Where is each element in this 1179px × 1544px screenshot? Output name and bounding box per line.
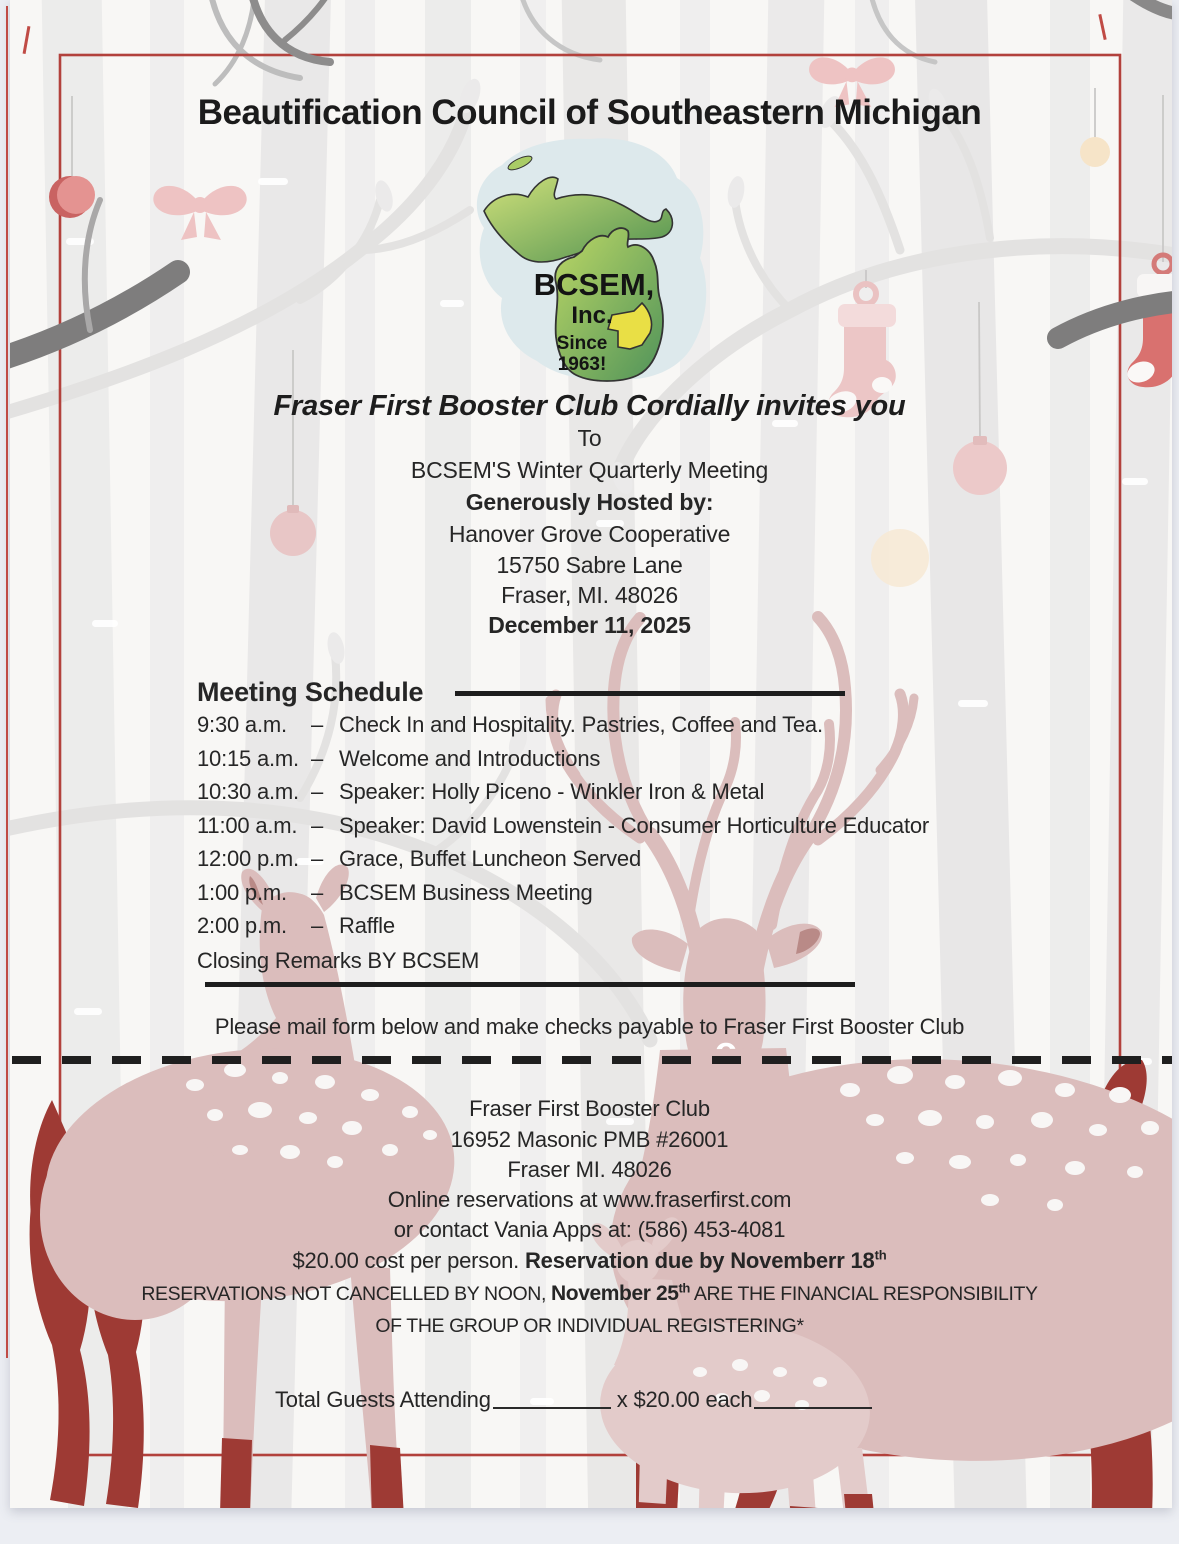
cream-ball-ornament-icon [1080,137,1110,167]
logo-since-text: Since [556,333,608,354]
cut-line [12,1056,1172,1064]
closing-remarks: Closing Remarks BY BCSEM [197,948,480,973]
guests-label: Total Guests Attending [275,1387,491,1412]
form-policy-line: RESERVATIONS NOT CANCELLED BY NOON, November 25th ARE THE FINANCIAL RESPONSIBILITY [141,1280,1038,1305]
schedule-row: 10:15 a.m. – Welcome and Introductions [197,745,601,771]
host-name: Hanover Grove Cooperative [448,521,731,547]
guests-fill-in-blank [493,1387,611,1409]
bcsem-logo [462,133,718,385]
host-street: 15750 Sabre Lane [496,552,683,578]
meeting-name: BCSEM'S Winter Quarterly Meeting [410,457,769,483]
schedule-row: 12:00 p.m. – Grace, Buffet Luncheon Served [197,846,641,871]
page-title: Beautification Council of Southeastern Michigan [197,93,982,132]
schedule-row: 2:00 p.m. – Raffle [197,913,395,938]
logo-bcsem-text: BCSEM, [533,267,655,302]
form-policy-line2: OF THE GROUP OR INDIVIDUAL REGISTERING* [375,1315,804,1337]
amount-fill-in-blank [754,1387,872,1409]
mail-note: Please mail form below and make checks payable to Fraser First Booster Club [214,1014,965,1039]
form-online: Online reservations at www.fraserfirst.com [387,1187,792,1212]
invite-to: To [577,425,602,451]
schedule-row: 1:00 p.m. – BCSEM Business Meeting [197,879,593,905]
schedule-list [197,712,929,947]
section-rule [205,982,855,987]
logo-inc-text: Inc. [571,302,613,329]
schedule-heading: Meeting Schedule [197,677,424,707]
schedule-row: 9:30 a.m. – Check In and Hospitality. Pastries, Coffee and Tea. [197,712,823,737]
logo-year-text: 1963! [557,354,607,375]
schedule-row: 11:00 a.m. – Speaker: David Lowenstein - Consumer Horticulture Educator [197,812,930,838]
schedule-row: 10:30 a.m. – Speaker: Holly Piceno - Winkler Iron & Metal [197,779,765,804]
each-label: x $20.00 each [616,1387,753,1412]
form-org: Fraser First Booster Club [469,1096,710,1121]
heading-rule [455,691,845,696]
form-cost-line: $20.00 cost per person. Reservation due by Novemberr 18th [292,1247,887,1273]
page-edge-red-line [6,6,8,1358]
invite-line: Fraser First Booster Club Cordially invites you [273,390,906,422]
form-contact: or contact Vania Apps at: (586) 453-4081 [393,1217,786,1242]
host-city: Fraser, MI. 48026 [501,582,678,608]
form-city: Fraser MI. 48026 [507,1157,672,1182]
form-address: 16952 Masonic PMB #26001 [450,1127,729,1152]
event-date: December 11, 2025 [488,612,691,638]
hosted-by-label: Generously Hosted by: [465,489,714,515]
guests-line [275,1387,878,1413]
